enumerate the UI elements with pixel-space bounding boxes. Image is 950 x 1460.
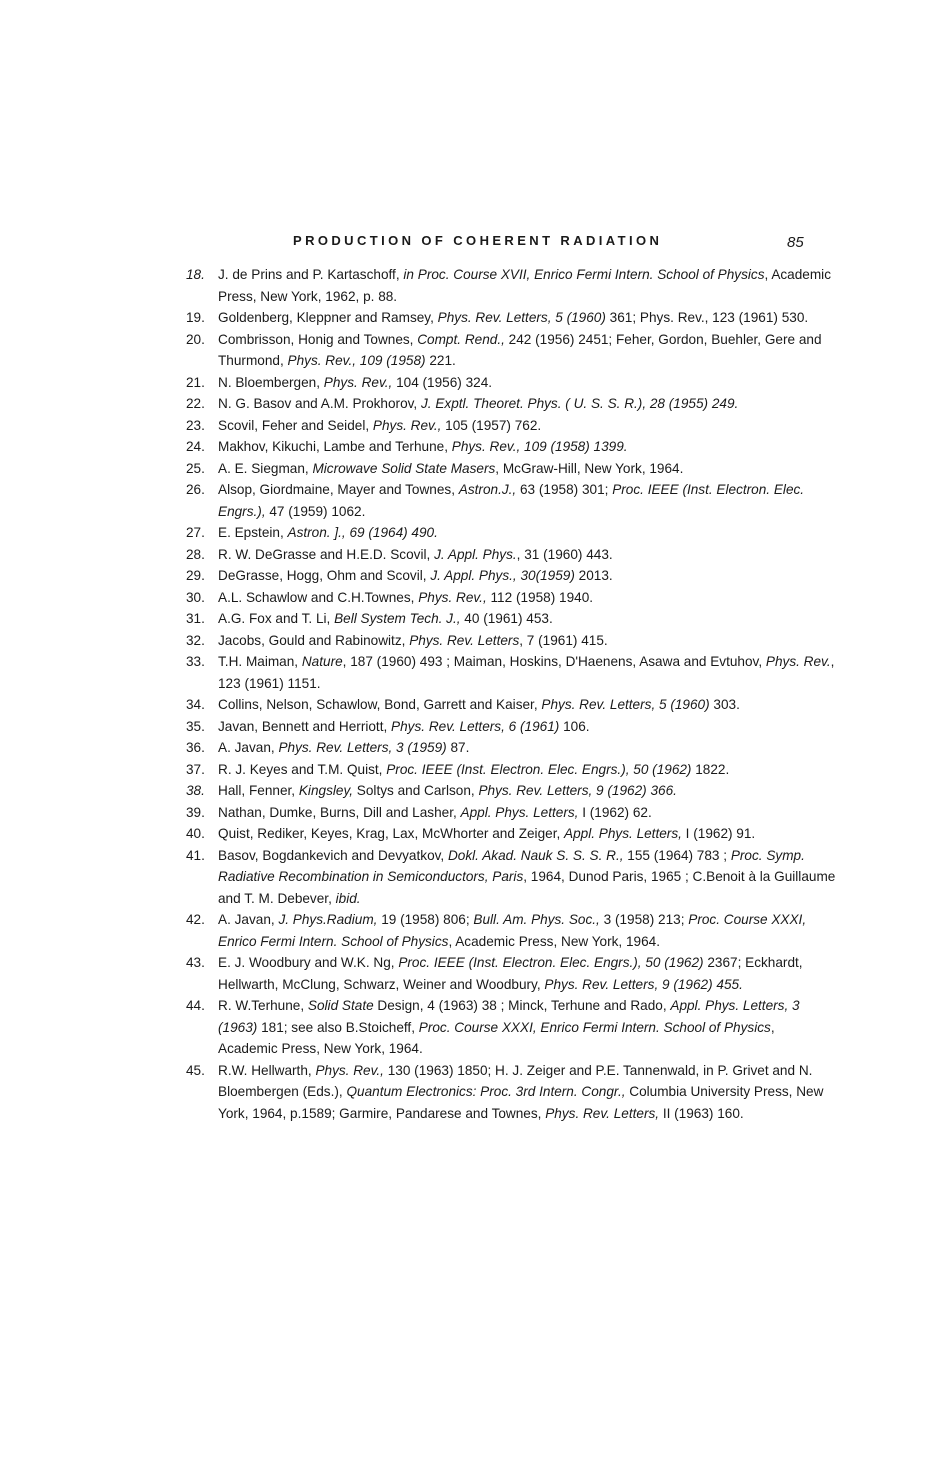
- reference-text: , Academic Press, New York, 1964.: [218, 1019, 775, 1056]
- reference-text: R. W.Terhune,: [218, 998, 308, 1013]
- reference-text: R. J. Keyes and T.M. Quist,: [218, 761, 387, 777]
- reference-citation-italic: Appl. Phys. Letters,: [460, 804, 579, 820]
- reference-text: 130 (1963) 1850; H. J. Zeiger and P.E. Tannenwald, in P. Grivet and N. Bloembergen (Eds.),: [218, 1062, 813, 1099]
- reference-text: 47 (1959) 1062.: [265, 503, 366, 519]
- reference-text: 106.: [559, 718, 590, 734]
- reference-citation-italic: Proc. IEEE (Inst. Electron. Elec. Engrs.),: [218, 482, 805, 519]
- reference-text: 105 (1957) 762.: [441, 417, 542, 433]
- reference-citation-italic: Bell System Tech. J.,: [334, 611, 461, 626]
- reference-citation-italic: Phys. Rev.: [765, 654, 831, 669]
- reference-item: [186, 909, 836, 952]
- reference-citation-italic: J. Phys.Radium,: [278, 912, 378, 927]
- reference-number: 45.: [186, 1062, 205, 1078]
- reference-number: 31.: [186, 611, 205, 626]
- reference-citation-italic: Phys. Rev. Letters: [409, 632, 520, 648]
- reference-item: [186, 565, 836, 587]
- reference-citation-italic: Nature: [301, 654, 343, 669]
- reference-number: 34.: [186, 697, 205, 712]
- reference-citation-italic: ibid.: [335, 890, 361, 906]
- reference-citation-italic: Microwave Solid State Masers: [312, 460, 496, 476]
- reference-item: [186, 630, 836, 652]
- reference-number: 40.: [186, 826, 205, 841]
- reference-number: 35.: [186, 718, 205, 734]
- reference-citation-italic: Quantum Electronics: Proc. 3rd Intern. Congr.,: [346, 1084, 626, 1099]
- reference-text: 40 (1961) 453.: [460, 611, 553, 626]
- reference-item: [186, 737, 836, 759]
- reference-item: [186, 522, 836, 544]
- reference-text: 2367; Eckhardt, Hellwarth, McClung, Schwarz, Weiner and Woodbury,: [218, 955, 803, 992]
- reference-text: Soltys and Carlson,: [353, 783, 479, 798]
- reference-text: 112 (1958) 1940.: [486, 589, 594, 605]
- reference-text: Scovil, Feher and Seidel,: [218, 417, 373, 433]
- reference-citation-italic: Phys. Rev.,: [372, 417, 442, 433]
- reference-text: A. Javan,: [218, 912, 279, 927]
- reference-citation-italic: Phys. Rev. Letters, 3 (1959): [278, 740, 447, 755]
- reference-text: A. E. Siegman,: [218, 460, 313, 476]
- reference-number: 23.: [186, 417, 205, 433]
- reference-citation-italic: Astron.J.,: [458, 482, 517, 497]
- reference-citation-italic: Proc. Course XXXI, Enrico Fermi Intern. School of Physics: [418, 1019, 771, 1035]
- reference-text: Basov, Bogdankevich and Devyatkov,: [218, 847, 448, 863]
- reference-citation-italic: J. Appl. Phys., 30(1959): [430, 568, 575, 583]
- reference-item: [186, 415, 836, 437]
- reference-number: 37.: [186, 761, 205, 777]
- reference-number: 33.: [186, 654, 205, 669]
- reference-citation-italic: Kingsley,: [298, 783, 354, 798]
- reference-text: , 187 (1960) 493 ; Maiman, Hoskins, D'Haenens, Asawa and Evtuhov,: [342, 654, 766, 669]
- reference-citation-italic: Compt. Rend.,: [417, 331, 505, 347]
- reference-list: [186, 264, 836, 1124]
- reference-text: , 1964, Dunod Paris, 1965 ; C.Benoit à la Guillaume and T. M. Debever,: [218, 869, 836, 906]
- reference-text: Combrisson, Honig and Townes,: [218, 331, 418, 347]
- reference-citation-italic: Phys. Rev. Letters, 9 (1962) 455.: [544, 976, 743, 992]
- reference-citation-italic: Appl. Phys. Letters, 3 (1963): [218, 998, 800, 1035]
- reference-text: Columbia University Press, New York, 1964, p.1589; Garmire, Pandarese and Townes,: [218, 1084, 824, 1121]
- reference-text: Jacobs, Gould and Rabinowitz,: [218, 632, 410, 648]
- reference-text: , 31 (1960) 443.: [516, 546, 613, 562]
- reference-citation-italic: Appl. Phys. Letters,: [564, 826, 682, 841]
- reference-text: T.H. Maiman,: [218, 654, 302, 669]
- reference-citation-italic: in Proc. Course XVII, Enrico Fermi Intern. School of Physics: [403, 267, 765, 282]
- reference-item: [186, 694, 836, 716]
- reference-text: A.L. Schawlow and C.H.Townes,: [218, 589, 419, 605]
- reference-item: [186, 329, 836, 372]
- reference-citation-italic: J. Exptl. Theoret. Phys. ( U. S. S. R.), 28 (1955) 249.: [420, 396, 739, 411]
- reference-citation-italic: Phys. Rev., 109 (1958): [287, 353, 426, 368]
- reference-item: [186, 587, 836, 609]
- reference-citation-italic: Proc. Symp. Radiative Recombination in Semiconductors, Paris: [218, 847, 805, 884]
- reference-text: E. Epstein,: [218, 525, 288, 540]
- reference-text: 155 (1964) 783 ;: [623, 847, 731, 863]
- reference-text: J. de Prins and P. Kartaschoff,: [218, 267, 404, 282]
- reference-text: II (1963) 160.: [659, 1105, 744, 1121]
- reference-text: R.W. Hellwarth,: [218, 1062, 316, 1078]
- reference-item: [186, 544, 836, 566]
- reference-text: Makhov, Kikuchi, Lambe and Terhune,: [218, 439, 452, 454]
- reference-item: [186, 995, 836, 1060]
- reference-text: 87.: [446, 740, 470, 755]
- reference-item: [186, 608, 836, 630]
- reference-citation-italic: Astron. ]., 69 (1964) 490.: [287, 525, 438, 540]
- reference-item: [186, 845, 836, 910]
- reference-citation-italic: Phys. Rev. Letters, 9 (1962) 366.: [478, 783, 677, 798]
- reference-text: , McGraw-Hill, New York, 1964.: [495, 460, 684, 476]
- reference-text: , 123 (1961) 1151.: [218, 654, 835, 691]
- reference-citation-italic: Solid State: [307, 998, 374, 1013]
- reference-text: 361; Phys. Rev., 123 (1961) 530.: [605, 310, 809, 325]
- reference-citation-italic: Phys. Rev.,: [315, 1062, 384, 1078]
- reference-item: [186, 264, 836, 307]
- reference-number: 25.: [186, 460, 205, 476]
- reference-text: DeGrasse, Hogg, Ohm and Scovil,: [218, 568, 431, 583]
- reference-item: [186, 952, 836, 995]
- running-head-title: PRODUCTION OF COHERENT RADIATION: [293, 233, 663, 248]
- reference-text: , 7 (1961) 415.: [519, 632, 608, 648]
- reference-number: 27.: [186, 525, 205, 540]
- reference-number: 24.: [186, 439, 205, 454]
- reference-text: , Academic Press, New York, 1964.: [448, 933, 661, 949]
- reference-citation-italic: Bull. Am. Phys. Soc.,: [473, 912, 600, 927]
- reference-text: 63 (1958) 301;: [516, 482, 613, 497]
- reference-item: [186, 759, 836, 781]
- reference-citation-italic: Phys. Rev., 109 (1958) 1399.: [451, 439, 628, 454]
- reference-item: [186, 651, 836, 694]
- reference-text: I (1962) 62.: [578, 804, 652, 820]
- reference-number: 42.: [186, 912, 205, 927]
- reference-text: Collins, Nelson, Schawlow, Bond, Garrett and Kaiser,: [218, 697, 542, 712]
- reference-item: [186, 372, 836, 394]
- reference-text: 104 (1956) 324.: [392, 374, 493, 390]
- reference-item: [186, 780, 836, 802]
- reference-citation-italic: Dokl. Akad. Nauk S. S. S. R.,: [447, 847, 624, 863]
- reference-text: R. W. DeGrasse and H.E.D. Scovil,: [218, 546, 435, 562]
- reference-number: 20.: [186, 331, 205, 347]
- reference-citation-italic: Phys. Rev. Letters, 5 (1960): [437, 310, 606, 325]
- reference-item: [186, 1060, 836, 1125]
- reference-text: N. Bloembergen,: [218, 374, 324, 390]
- reference-number: 28.: [186, 546, 205, 562]
- reference-number: 21.: [186, 374, 205, 390]
- reference-item: [186, 479, 836, 522]
- reference-number: 26.: [186, 482, 205, 497]
- reference-item: [186, 307, 836, 329]
- reference-number: 18.: [186, 267, 205, 282]
- reference-text: Nathan, Dumke, Burns, Dill and Lasher,: [218, 804, 461, 820]
- reference-text: 19 (1958) 806;: [377, 912, 474, 927]
- page-number: 85: [787, 234, 804, 251]
- reference-text: Javan, Bennett and Herriott,: [218, 718, 392, 734]
- reference-item: [186, 823, 836, 845]
- reference-text: 2013.: [574, 568, 613, 583]
- reference-number: 36.: [186, 740, 205, 755]
- reference-text: 221.: [425, 353, 456, 368]
- reference-text: N. G. Basov and A.M. Prokhorov,: [218, 396, 421, 411]
- reference-citation-italic: J. Appl. Phys.: [434, 546, 517, 562]
- reference-number: 30.: [186, 589, 205, 605]
- reference-text: A.G. Fox and T. Li,: [218, 611, 335, 626]
- reference-text: 181; see also B.Stoicheff,: [257, 1019, 419, 1035]
- reference-item: [186, 436, 836, 458]
- reference-text: I (1962) 91.: [681, 826, 756, 841]
- reference-number: 38.: [186, 783, 205, 798]
- reference-text: 242 (1956) 2451; Feher, Gordon, Buehler, Gere and Thurmond,: [218, 331, 822, 368]
- reference-citation-italic: Proc. IEEE (Inst. Electron. Elec. Engrs.), 50 (1962): [398, 955, 704, 970]
- reference-text: Alsop, Giordmaine, Mayer and Townes,: [218, 482, 459, 497]
- reference-citation-italic: Phys. Rev. Letters, 5 (1960): [541, 697, 710, 712]
- reference-citation-italic: Proc. Course XXXI, Enrico Fermi Intern. School of Physics: [218, 912, 807, 949]
- reference-number: 44.: [186, 998, 205, 1013]
- reference-text: Design, 4 (1963) 38 ; Minck, Terhune and Rado,: [373, 998, 671, 1013]
- reference-text: Goldenberg, Kleppner and Ramsey,: [218, 310, 438, 325]
- reference-citation-italic: Phys. Rev. Letters,: [545, 1105, 660, 1121]
- reference-text: A. Javan,: [218, 740, 279, 755]
- reference-number: 32.: [186, 632, 205, 648]
- reference-text: , Academic Press, New York, 1962, p. 88.: [218, 267, 832, 304]
- reference-number: 43.: [186, 955, 205, 970]
- reference-citation-italic: Phys. Rev.,: [323, 374, 393, 390]
- reference-text: 3 (1958) 213;: [599, 912, 689, 927]
- reference-text: 303.: [709, 697, 740, 712]
- reference-citation-italic: Proc. IEEE (Inst. Electron. Elec. Engrs.), 50 (1962): [386, 761, 692, 777]
- reference-number: 19.: [186, 310, 205, 325]
- reference-citation-italic: Phys. Rev.,: [418, 589, 487, 605]
- reference-text: 1822.: [691, 761, 730, 777]
- reference-number: 39.: [186, 804, 205, 820]
- reference-item: [186, 716, 836, 738]
- reference-number: 41.: [186, 847, 205, 863]
- reference-text: Hall, Fenner,: [218, 783, 299, 798]
- reference-number: 29.: [186, 568, 205, 583]
- reference-number: 22.: [186, 396, 205, 411]
- reference-item: [186, 393, 836, 415]
- reference-citation-italic: Phys. Rev. Letters, 6 (1961): [391, 718, 560, 734]
- reference-item: [186, 802, 836, 824]
- reference-text: Quist, Rediker, Keyes, Krag, Lax, McWhorter and Zeiger,: [218, 826, 565, 841]
- reference-text: E. J. Woodbury and W.K. Ng,: [218, 955, 399, 970]
- reference-item: [186, 458, 836, 480]
